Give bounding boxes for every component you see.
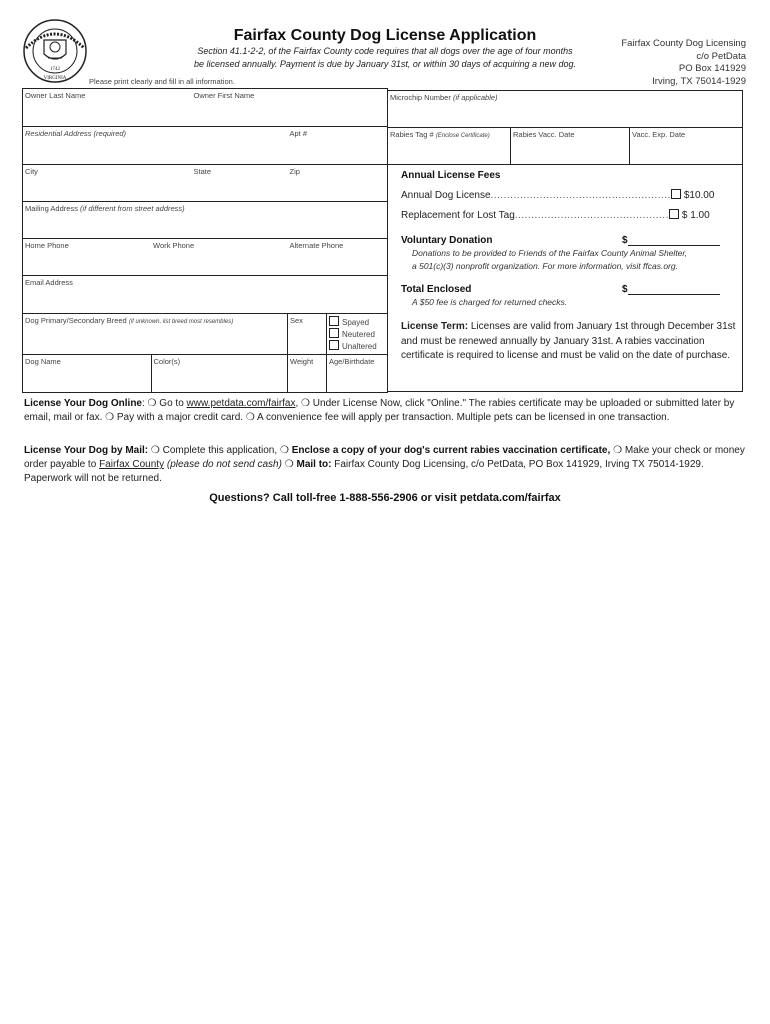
dog-name-label: Dog Name bbox=[25, 357, 61, 366]
sex-options bbox=[327, 314, 388, 355]
mailing-label: Mailing Address bbox=[25, 204, 78, 213]
license-term bbox=[401, 320, 736, 364]
spayed-checkbox[interactable] bbox=[329, 316, 339, 326]
dog-name-field[interactable] bbox=[23, 355, 152, 393]
address-line: Fairfax County Dog Licensing bbox=[621, 38, 746, 49]
unaltered-label: Unaltered bbox=[342, 342, 377, 351]
annual-fee-label: Annual Dog License bbox=[401, 190, 491, 201]
mail-text-5: Mail to: bbox=[296, 459, 332, 470]
zip-field[interactable] bbox=[288, 165, 388, 202]
bullet-icon: ❍ bbox=[284, 459, 294, 470]
replacement-fee-checkbox[interactable] bbox=[669, 209, 679, 219]
microchip-field[interactable] bbox=[388, 91, 743, 128]
alt-phone-field[interactable] bbox=[288, 239, 388, 276]
unaltered-checkbox[interactable] bbox=[329, 340, 339, 350]
fees-panel bbox=[387, 164, 743, 392]
mail-label: License Your Dog by Mail: bbox=[24, 445, 149, 456]
license-term-label: License Term: bbox=[401, 321, 469, 332]
returned-check-note: A $50 fee is charged for returned checks. bbox=[412, 297, 568, 307]
bullet-icon: ❍ bbox=[301, 398, 311, 409]
vacc-exp-date-label: Vacc. Exp. Date bbox=[632, 130, 686, 139]
neutered-checkbox[interactable] bbox=[329, 328, 339, 338]
work-phone-label: Work Phone bbox=[153, 241, 195, 250]
breed-label: Dog Primary/Secondary Breed bbox=[25, 316, 127, 325]
annual-fee-checkbox[interactable] bbox=[671, 189, 681, 199]
donation-amount[interactable] bbox=[622, 235, 720, 246]
total-amount[interactable] bbox=[622, 284, 720, 295]
mailing-address-field[interactable] bbox=[23, 202, 388, 239]
rabies-tag-field[interactable] bbox=[388, 128, 511, 165]
bullet-icon: ❍ bbox=[279, 445, 289, 456]
replacement-fee-amount: $ 1.00 bbox=[681, 210, 710, 221]
neutered-label: Neutered bbox=[342, 330, 375, 339]
address-line: c/o PetData bbox=[696, 50, 746, 62]
total-currency: $ bbox=[622, 284, 628, 295]
annual-fee-amount: $10.00 bbox=[683, 190, 715, 201]
online-link[interactable]: www.petdata.com/fairfax bbox=[186, 398, 296, 409]
vacc-exp-date-field[interactable] bbox=[630, 128, 743, 165]
mailing-address-block bbox=[546, 38, 746, 88]
online-label: License Your Dog Online bbox=[24, 398, 142, 409]
colors-field[interactable] bbox=[151, 355, 288, 393]
mail-payee: Fairfax County bbox=[99, 459, 165, 470]
donation-currency: $ bbox=[622, 235, 628, 246]
residential-label: Residential Address bbox=[25, 129, 92, 138]
sex-field bbox=[288, 314, 327, 355]
weight-label: Weight bbox=[290, 357, 314, 366]
mail-text-2: Enclose a copy of your dog's current rabies vaccination certificate, bbox=[291, 445, 611, 456]
apt-label: Apt # bbox=[289, 129, 308, 138]
total-heading: Total Enclosed bbox=[401, 284, 472, 295]
colors-label: Color(s) bbox=[153, 357, 181, 366]
bullet-icon: ❍ bbox=[147, 398, 157, 409]
home-phone-label: Home Phone bbox=[25, 241, 69, 250]
bullet-icon: ❍ bbox=[613, 445, 623, 456]
spayed-label: Spayed bbox=[342, 318, 370, 327]
rabies-tag-label: Rabies Tag # bbox=[390, 130, 434, 139]
state-label: State bbox=[193, 167, 212, 176]
annual-fee-row: Annual Dog License....................................................... $10.00 bbox=[401, 190, 715, 201]
work-phone-field[interactable] bbox=[151, 239, 288, 276]
donation-line-2: a 501(c)(3) nonprofit organization. For more information, visit ffcas.org. bbox=[412, 261, 678, 271]
apt-field[interactable] bbox=[288, 127, 388, 165]
address-line: Irving, TX 75014-1929 bbox=[652, 75, 746, 87]
age-field[interactable] bbox=[327, 355, 388, 393]
owner-last-label: Owner Last Name bbox=[25, 91, 86, 100]
seal-state: VIRGINIA bbox=[43, 76, 67, 81]
online-text-3: Pay with a major credit card. bbox=[116, 412, 244, 423]
owner-first-label: Owner First Name bbox=[193, 91, 255, 100]
email-field[interactable] bbox=[23, 276, 388, 314]
city-field[interactable] bbox=[23, 165, 192, 202]
rabies-vacc-date-field[interactable] bbox=[511, 128, 630, 165]
rabies-tag-note: (Enclose Certificate) bbox=[435, 133, 490, 139]
questions-contact: Questions? Call toll-free 1-888-556-2906 or visit petdata.com/fairfax bbox=[209, 492, 561, 504]
mail-text-6: Fairfax County Dog Licensing, c/o PetData, PO Box 141929, Irving TX 75014-1929. Paperwork will not be returned. bbox=[24, 459, 704, 484]
print-note: Please print clearly and fill in all information. bbox=[89, 77, 235, 86]
intro-line-1: Section 41.1-2-2, of the Fairfax County code requires that all dogs over the age of four months bbox=[197, 46, 573, 56]
online-instructions: License Your Dog Online: ❍ Go to www.petdata.com/fairfax, ❍ Under License Now, click "Online." The rabies certificate may be uploaded or submitted later by email, mail or fax. ❍ Pay with a major credit card. ❍ A convenience fee will apply per transaction. Multiple pets can be licensed in one transaction. bbox=[24, 398, 735, 423]
license-term-text: Licenses are valid from January 1st through December 31st and must be renewed annually by January 31st. A rabies vaccination certificate is required to license and must be valid on the date of purchase. bbox=[401, 321, 736, 361]
microchip-label: Microchip Number bbox=[390, 93, 451, 102]
donation-info bbox=[412, 247, 742, 273]
city-label: City bbox=[25, 167, 38, 176]
email-label: Email Address bbox=[25, 278, 73, 287]
state-field[interactable] bbox=[192, 165, 288, 202]
weight-field[interactable] bbox=[288, 355, 327, 393]
replacement-fee-label: Replacement for Lost Tag bbox=[401, 210, 515, 221]
county-seal-icon bbox=[22, 18, 88, 84]
rabies-vacc-date-label: Rabies Vacc. Date bbox=[513, 130, 575, 139]
home-phone-field[interactable] bbox=[23, 239, 152, 276]
mail-text-1: Complete this application, bbox=[162, 445, 278, 456]
zip-label: Zip bbox=[289, 167, 300, 176]
mail-text-4: (please do not send cash) bbox=[166, 459, 282, 470]
intro-line-2: be licensed annually. Payment is due by January 31st, or within 30 days of acquiring a new dog. bbox=[193, 59, 577, 69]
online-text-4: A convenience fee will apply per transaction. Multiple pets can be licensed in one transaction. bbox=[257, 412, 670, 423]
intro-text bbox=[160, 45, 610, 71]
breed-field[interactable] bbox=[23, 314, 288, 355]
owner-last-field[interactable] bbox=[23, 89, 192, 127]
donation-heading: Voluntary Donation bbox=[401, 235, 493, 246]
page-title: Fairfax County Dog License Application bbox=[233, 27, 537, 44]
residential-note: (required) bbox=[93, 129, 127, 138]
online-text-2: Under License Now, click "Online." The rabies certificate may be uploaded or submitted later by email, mail or fax. bbox=[24, 398, 735, 423]
mail-text-3: Make your check or money order payable to bbox=[24, 445, 745, 470]
microchip-note: (if applicable) bbox=[452, 93, 498, 102]
bullet-icon: ❍ bbox=[245, 412, 255, 423]
residential-address-field[interactable] bbox=[23, 127, 288, 165]
mail-instructions bbox=[24, 444, 750, 486]
owner-form-grid bbox=[22, 88, 388, 393]
replacement-fee-row: Replacement for Lost Tag............................................... $ 1.00 bbox=[401, 210, 710, 221]
seal-year: 1742 bbox=[50, 67, 60, 72]
sex-label: Sex bbox=[290, 316, 303, 325]
online-text-1: Go to bbox=[159, 398, 187, 409]
age-label: Age/Birthdate bbox=[329, 357, 375, 366]
fees-heading: Annual License Fees bbox=[401, 170, 501, 181]
donation-line-1: Donations to be provided to Friends of the Fairfax County Animal Shelter, bbox=[412, 248, 688, 258]
owner-first-field[interactable] bbox=[192, 89, 388, 127]
microchip-rabies-grid bbox=[387, 90, 743, 165]
breed-note: (if unknown, list breed most resembles) bbox=[128, 319, 234, 325]
alt-phone-label: Alternate Phone bbox=[289, 241, 344, 250]
address-line: PO Box 141929 bbox=[678, 63, 746, 74]
mailing-note: (if different from street address) bbox=[80, 204, 185, 213]
bullet-icon: ❍ bbox=[105, 412, 115, 423]
bullet-icon: ❍ bbox=[150, 445, 160, 456]
